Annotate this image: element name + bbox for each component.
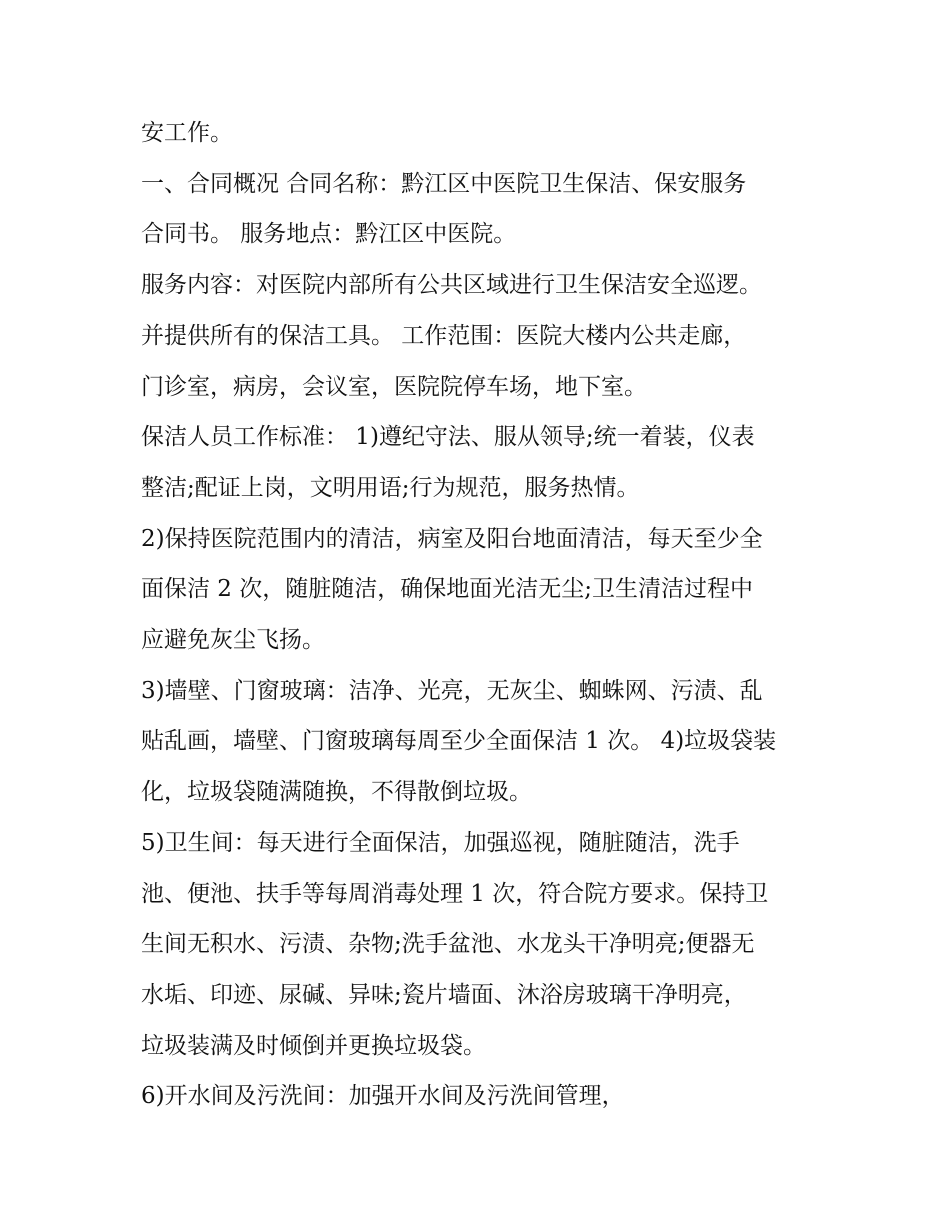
text-line: 并提供所有的保洁工具。 工作范围：医院大楼内公共走廊， — [141, 322, 747, 349]
text-line: 一、合同概况 合同名称：黔江区中医院卫生保洁、保安服务 — [141, 170, 747, 197]
text-line: 3)墙壁、门窗玻璃：洁净、光亮，无灰尘、蜘蛛网、污渍、乱 — [141, 677, 763, 704]
text-line: 合同书。 服务地点：黔江区中医院。 — [141, 221, 517, 248]
paragraph-item-5 — [141, 818, 821, 1072]
text-line: 安工作。 — [141, 120, 233, 146]
text-line: 垃圾装满及时倾倒并更换垃圾袋。 — [141, 1032, 486, 1059]
paragraph-item-2 — [141, 514, 821, 666]
text-line: 生间无积水、污渍、杂物;洗手盆池、水龙头干净明亮;便器无 — [141, 931, 755, 958]
paragraph-service-content — [141, 260, 821, 412]
paragraph-cleaning-standards — [141, 412, 821, 513]
text-line: 5)卫生间：每天进行全面保洁，加强巡视，随脏随洁，洗手 — [141, 829, 740, 856]
text-line: 水垢、印迹、尿碱、异味;瓷片墙面、沐浴房玻璃干净明亮， — [141, 981, 747, 1008]
paragraph — [141, 108, 821, 159]
paragraph-contract-overview — [141, 159, 821, 260]
text-line: 2)保持医院范围内的清洁，病室及阳台地面清洁，每天至少全 — [141, 525, 763, 552]
text-line: 保洁人员工作标准： 1)遵纪守法、服从领导;统一着装，仪表 — [141, 424, 755, 451]
text-line: 门诊室，病房，会议室，医院院停车场，地下室。 — [141, 373, 647, 400]
text-line: 整洁;配证上岗，文明用语;行为规范，服务热情。 — [141, 474, 640, 501]
text-line: 服务内容：对医院内部所有公共区域进行卫生保洁安全巡逻。 — [141, 272, 762, 299]
text-line: 化，垃圾袋随满随换，不得散倒垃圾。 — [141, 779, 532, 806]
paragraph-item-3 — [141, 666, 821, 818]
text-line: 6)开水间及污洗间：加强开水间及污洗间管理， — [141, 1083, 625, 1110]
document-body — [141, 108, 821, 1122]
text-line: 池、便池、扶手等每周消毒处理 1 次，符合院方要求。保持卫 — [141, 880, 769, 907]
text-line: 贴乱画，墙壁、门窗玻璃每周至少全面保洁 1 次。 4)垃圾袋装 — [141, 728, 777, 755]
paragraph-item-6 — [141, 1071, 821, 1122]
text-line: 应避免灰尘飞扬。 — [141, 627, 325, 654]
text-line: 面保洁 2 次，随脏随洁，确保地面光洁无尘;卫生清洁过程中 — [141, 576, 754, 603]
